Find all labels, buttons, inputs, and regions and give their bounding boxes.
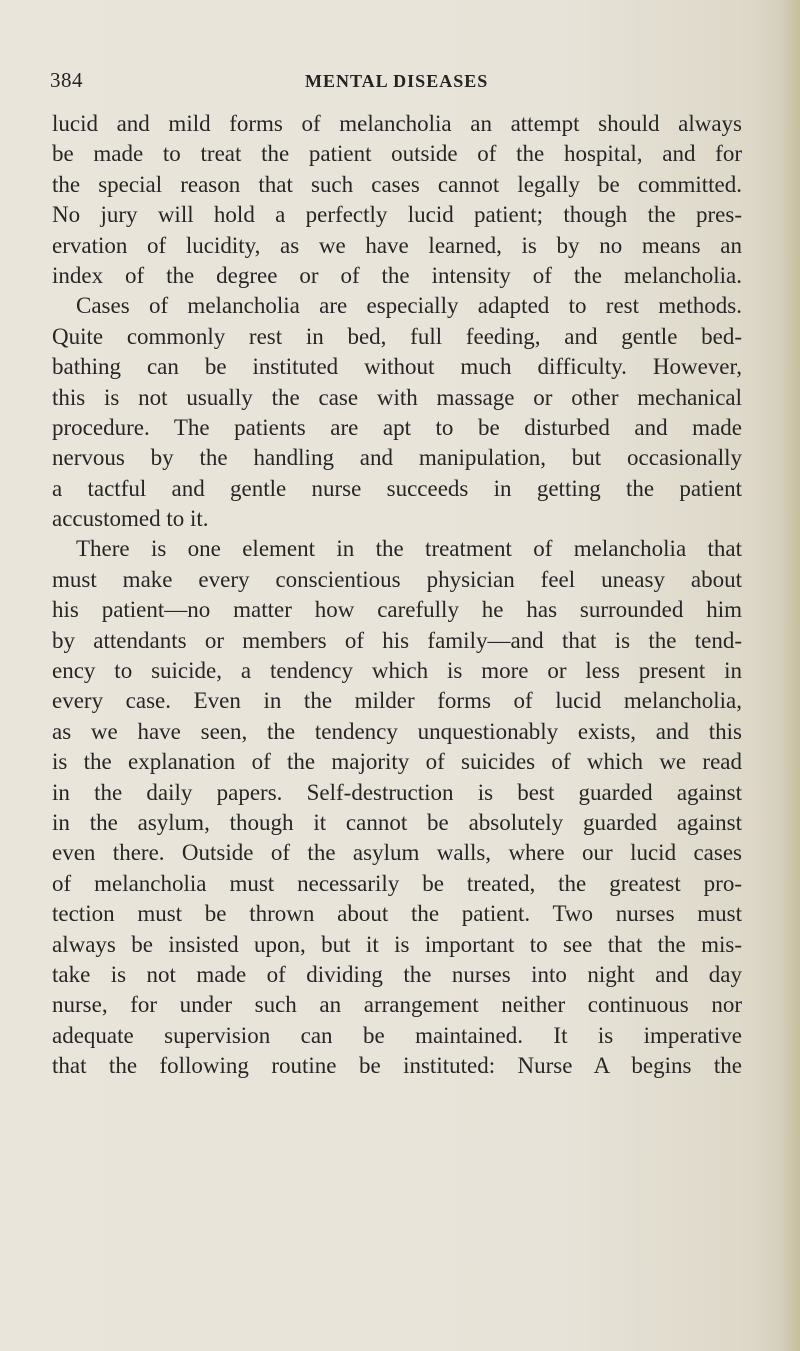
page-edge-shadow xyxy=(782,0,800,1351)
text-line: index of the degree or of the intensity of the melancholia. xyxy=(52,262,742,288)
text-line: every case. Even in the milder forms of lucid melancholia, xyxy=(52,688,742,714)
text-line: nurse, for under such an arrangement neither continuous nor xyxy=(52,992,742,1018)
text-line: always be insisted upon, but it is important to see that the mis- xyxy=(52,931,742,957)
text-line: be made to treat the patient outside of the hospital, and for xyxy=(52,141,742,167)
text-line: adequate supervision can be maintained. It is imperative xyxy=(52,1022,742,1048)
page-header xyxy=(50,68,740,98)
paragraph-start-line: Cases of melancholia are especially adapted to rest methods. xyxy=(76,293,742,319)
text-line: his patient—no matter how carefully he has surrounded him xyxy=(52,597,742,623)
text-line: nervous by the handling and manipulation, but occasionally xyxy=(52,445,742,471)
text-line: as we have seen, the tendency unquestionably exists, and this xyxy=(52,718,742,744)
text-line: ency to suicide, a tendency which is more or less present in xyxy=(52,658,742,684)
text-line: tection must be thrown about the patient. Two nurses must xyxy=(52,901,742,927)
text-line: this is not usually the case with massage or other mechanical xyxy=(52,384,742,410)
text-line: must make every conscientious physician feel uneasy about xyxy=(52,566,742,592)
text-line: lucid and mild forms of melancholia an attempt should always xyxy=(52,111,742,136)
text-line: Quite commonly rest in bed, full feeding, and gentle bed- xyxy=(52,323,742,349)
text-line: ervation of lucidity, as we have learned, is by no means an xyxy=(52,232,742,258)
text-line: No jury will hold a perfectly lucid patient; though the pres- xyxy=(52,202,742,228)
text-line: a tactful and gentle nurse succeeds in getting the patient xyxy=(52,475,742,501)
text-line: that the following routine be instituted: Nurse A begins the xyxy=(52,1053,742,1079)
paragraph-start-line: There is one element in the treatment of melancholia that xyxy=(76,536,742,562)
text-line: take is not made of dividing the nurses into night and day xyxy=(52,961,742,987)
body-text xyxy=(52,109,742,1082)
text-line: even there. Outside of the asylum walls, where our lucid cases xyxy=(52,840,742,866)
text-line: bathing can be instituted without much difficulty. However, xyxy=(52,354,742,380)
text-line: procedure. The patients are apt to be disturbed and made xyxy=(52,414,742,440)
running-head: MENTAL DISEASES xyxy=(305,71,489,91)
text-line: of melancholia must necessarily be treated, the greatest pro- xyxy=(52,870,742,896)
page-number: 384 xyxy=(50,68,83,92)
text-line: in the asylum, though it cannot be absolutely guarded against xyxy=(52,809,742,835)
text-line: is the explanation of the majority of suicides of which we read xyxy=(52,749,742,775)
text-line: in the daily papers. Self-destruction is best guarded against xyxy=(52,779,742,805)
text-line: by attendants or members of his family—and that is the tend- xyxy=(52,627,742,653)
paragraph-end-line: accustomed to it. xyxy=(52,506,209,532)
text-line: the special reason that such cases cannot legally be committed. xyxy=(52,171,742,197)
